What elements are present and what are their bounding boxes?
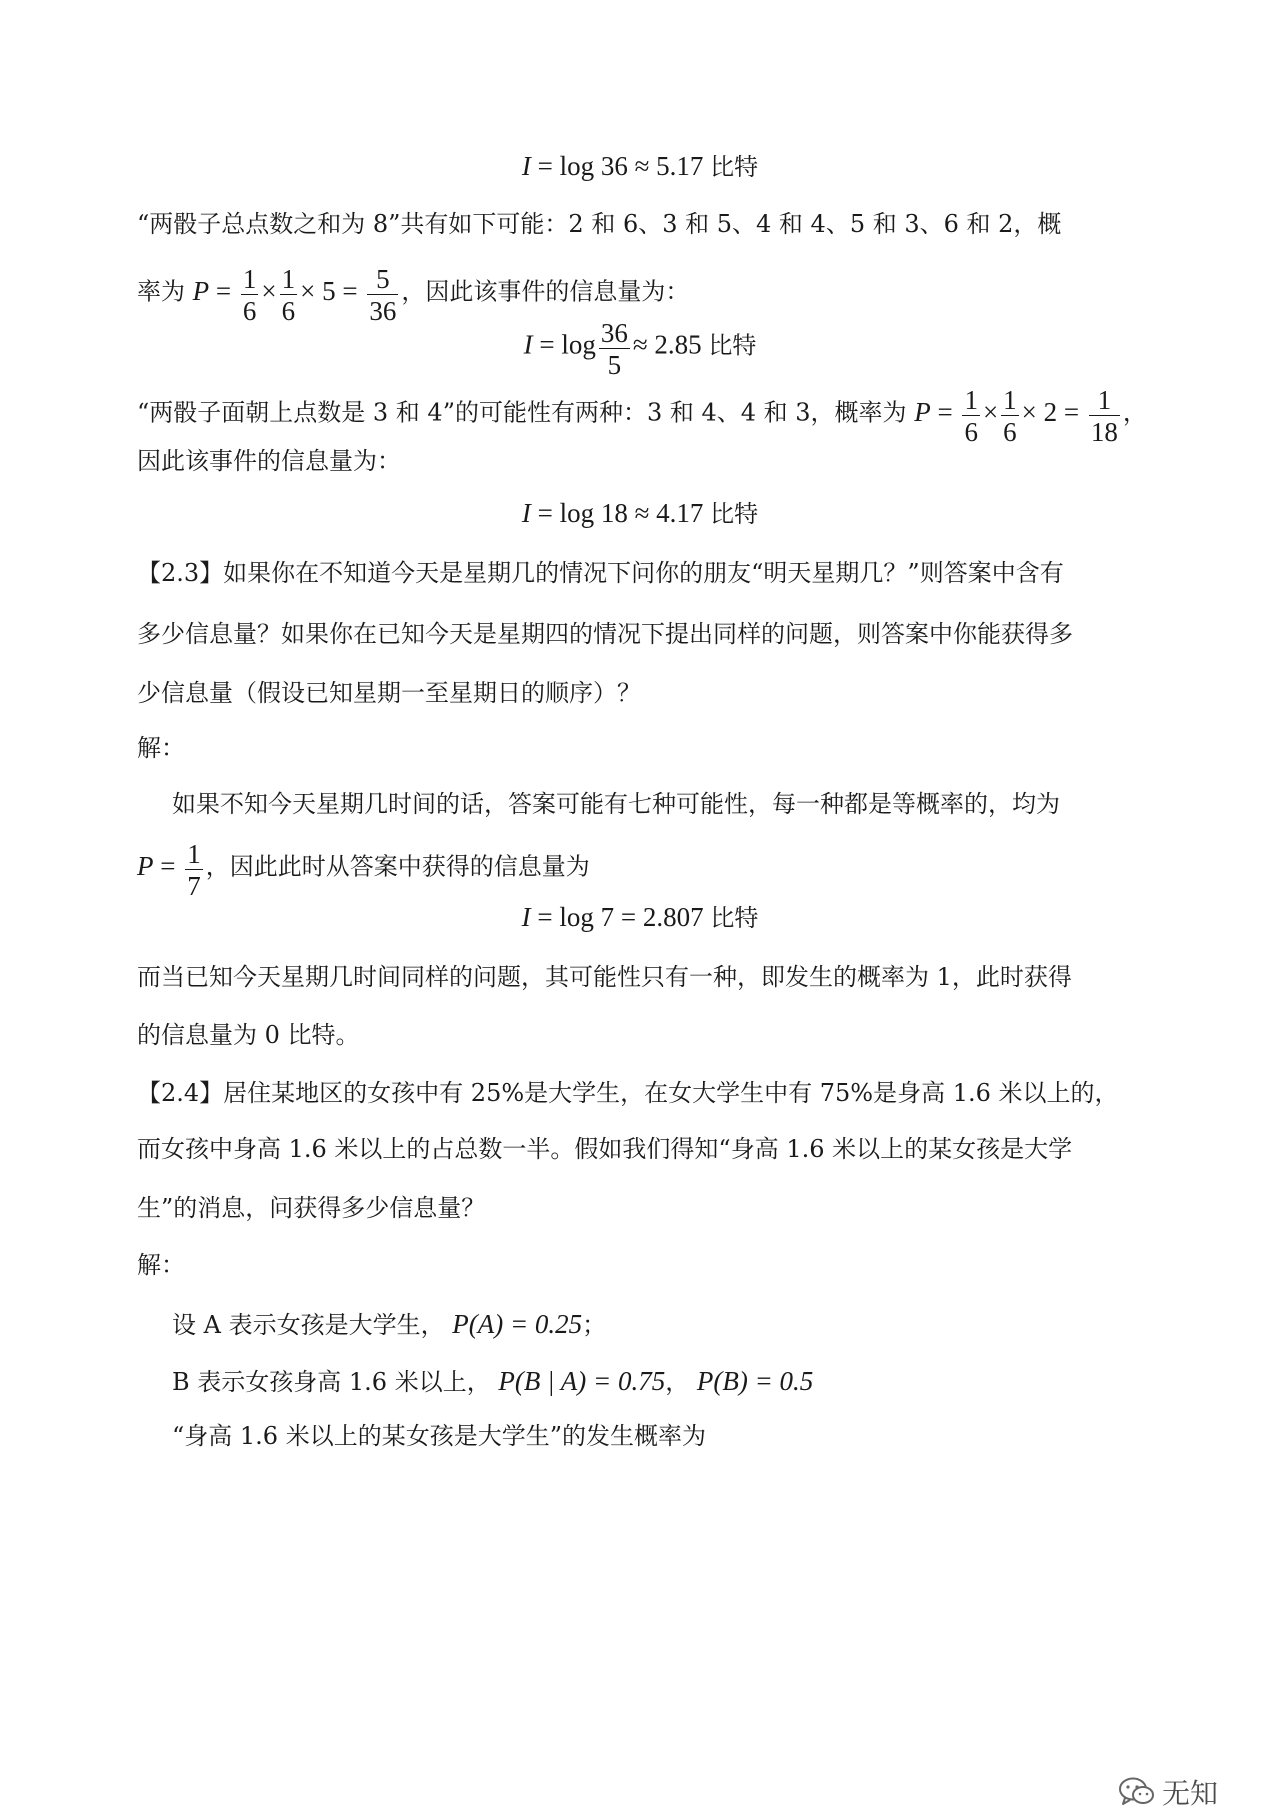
paragraph-3-and-4-line-2: 因此该事件的信息量为： [137,447,401,475]
fraction-den: 6 [964,417,978,448]
times-sign: × [261,275,277,306]
solution-2-4-line-1 [172,1311,606,1338]
question-2-3-line-1: 【2.3】如果你在不知道今天是星期几的情况下问你的朋友“明天星期几？”则答案中含有 [137,559,1064,587]
text-prefix: “两骰子面朝上点数是 3 和 4”的可能性有两种：3 和 4、4 和 3，概率为 [137,398,907,427]
question-2-4-line-3: 生”的消息，问获得多少信息量？ [137,1194,486,1222]
text-prefix: B 表示女孩身高 1.6 米以上， [172,1368,491,1396]
formula-p-b-given-a: P(B | A) = 0.75 [498,1366,666,1396]
formula-p-b: P(B) = 0.5 [696,1366,814,1396]
solution-label: 解： [137,734,185,762]
fraction-den: 7 [187,871,201,902]
times-sign: × [982,396,999,427]
watermark [1118,1772,1218,1812]
fraction-den: 6 [1003,417,1017,448]
fraction-num: 1 [964,385,978,415]
equation-info-36 [0,153,1280,180]
probability-formula-1: P = $\frac{1}{6}$ × $\frac{1}{6}$ × 5 = $\frac{5}{36}$ [192,264,397,327]
fraction-1 [962,386,980,447]
eq-unit: 比特 [710,502,759,528]
question-2-4-line-2: 而女孩中身高 1.6 米以上的占总数一半。假如我们得知“身高 1.6 米以上的某女孩是大学 [137,1135,1073,1163]
solution-2-4-line-2 [172,1368,813,1395]
fraction-num: 36 [600,318,628,348]
text-suffix: ， [1122,398,1147,427]
fraction-den: 5 [607,350,622,381]
eq-var: I [521,151,531,181]
eq-expr: = log 18 ≈ 4.17 [537,498,704,528]
text-suffix: ； [582,1311,607,1339]
text-prefix: 设 A 表示女孩是大学生， [172,1311,445,1339]
fraction-2 [1001,386,1019,447]
solution-2-3-line-1: 如果不知今天星期几时间的话，答案可能有七种可能性，每一种都是等概率的，均为 [172,790,1060,818]
equation-info-18 [0,500,1280,527]
watermark-text: 无知 [1162,1777,1219,1810]
fraction-den: 6 [242,296,257,327]
fraction-num: 1 [242,264,257,294]
fraction-den: 18 [1090,417,1118,448]
text-suffix: ，因此此时从答案中获得的信息量为 [205,852,590,881]
fraction-36-5 [599,319,630,380]
formula-tail: × 5 = [300,275,358,306]
formula-var: P [914,396,931,427]
paragraph-3-and-4-line-1 [137,384,1147,448]
eq-var: I [523,329,533,360]
solution-2-3-line-2 [137,838,590,902]
eq-unit: 比特 [710,906,759,932]
fraction-num: 1 [1089,386,1120,416]
question-2-4-line-1: 【2.4】居住某地区的女孩中有 25%是大学生，在女大学生中有 75%是身高 1.6 米以上的， [137,1079,1119,1107]
fraction-den: 6 [281,296,296,327]
fraction-num: 5 [367,265,398,295]
paragraph-sum-8-line-2 [137,263,690,327]
eq-var: I [521,498,531,528]
question-2-3-line-2: 多少信息量？如果你在已知今天是星期四的情况下提出同样的问题，则答案中你能获得多 [137,620,1073,648]
eq-log: = log [539,329,596,360]
fraction-3 [1089,386,1120,447]
fraction-num: 1 [1003,385,1017,415]
probability-formula-2: P = $\frac{1}{6}$ × $\frac{1}{6}$ × 2 = $\frac{1}{18}$ [914,385,1118,448]
equation-info-36-over-5 [0,317,1280,381]
question-2-3-line-3: 少信息量（假设已知星期一至星期日的顺序）？ [137,679,641,707]
equation-info-7 [0,904,1280,931]
text-prefix: 率为 [137,277,185,306]
fraction-1-7 [185,840,203,901]
eq-unit: 比特 [708,333,757,360]
fraction-num: 1 [187,839,201,869]
text-suffix: ，因此该事件的信息量为： [401,277,690,306]
eq-unit: 比特 [710,155,759,181]
probability-one-seventh [137,839,206,902]
wechat-icon [1118,1776,1156,1808]
eq-expr: = log 7 = 2.807 [537,902,704,932]
solution-label: 解： [137,1251,185,1279]
eq-expr: = log 36 ≈ 5.17 [537,151,704,181]
formula-var: P [192,275,210,306]
formula-var: P [137,850,154,881]
paragraph-known-day-line-1: 而当已知今天星期几时间同样的问题，其可能性只有一种，即发生的概率为 1，此时获得 [137,963,1072,991]
equals-sign: = [160,850,176,881]
formula-p-a: P(A) = 0.25 [452,1309,583,1339]
eq-approx: ≈ 2.85 [632,329,702,360]
fraction-num: 1 [281,264,296,294]
paragraph-sum-8-line-1: “两骰子总点数之和为 8”共有如下可能：2 和 6、3 和 5、4 和 4、5 和 3、6 和 2，概 [137,210,1062,238]
fraction-den: 36 [369,296,397,327]
paragraph-known-day-line-2: 的信息量为 0 比特。 [137,1021,360,1049]
solution-2-4-line-3: “身高 1.6 米以上的某女孩是大学生”的发生概率为 [172,1422,706,1450]
eq-var: I [521,902,531,932]
separator: ， [665,1368,690,1396]
formula-tail: × 2 = [1021,396,1080,427]
